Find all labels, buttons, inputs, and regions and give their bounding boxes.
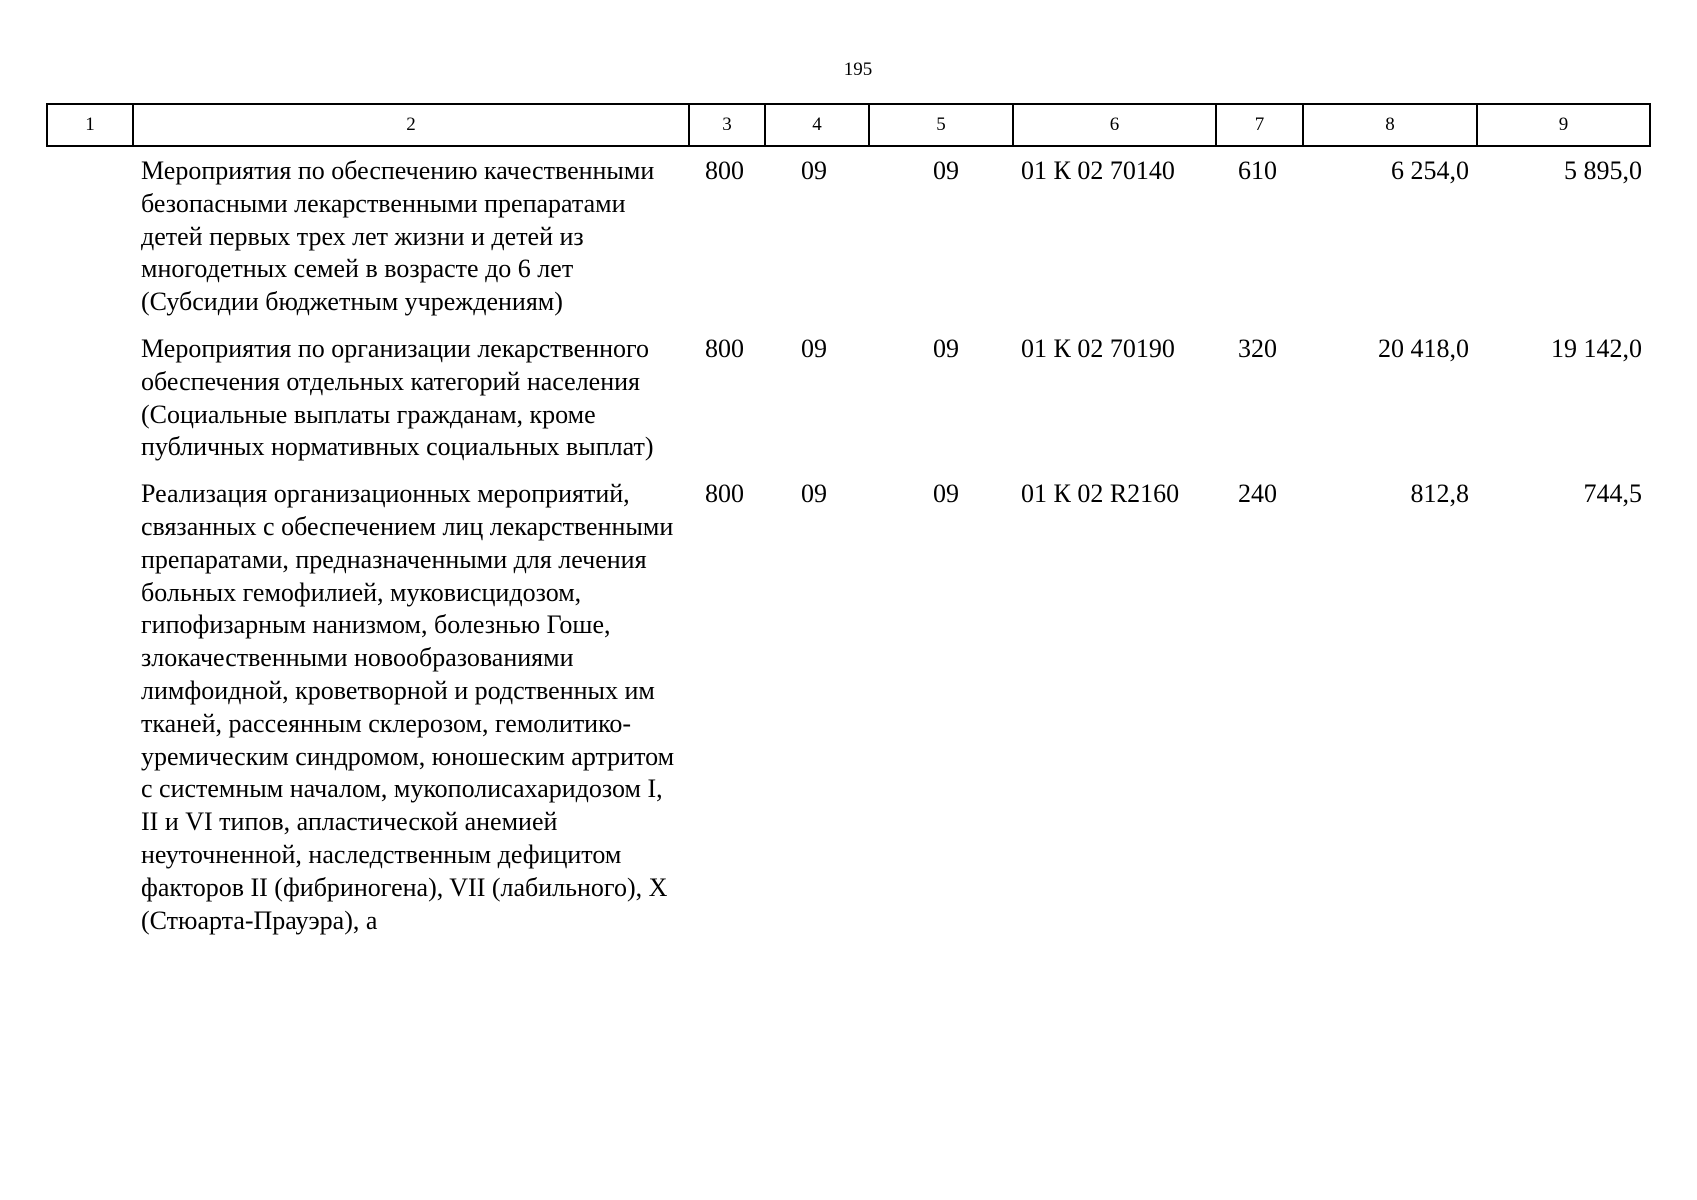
row-description: Реализация организационных мероприятий, связанных с обеспечением лиц лекарственными препаратами, предназначенными для лечения больных гемофилией, муковисцидозом, гипофизарным нанизмом, болезнью Гоше, злокачественными новообразованиями лимфоидной, кроветворной и родственных им тканей, рассеянным склерозом, гемолитико-уремическим синдромом, юношеским артритом с системным началом, мукополисахаридозом I, II и VI типов, апластической анемией неуточненной, наследственным дефицитом факторов II (фибриногена), VII (лабильного), X (Стюарта-Прауэра), а [141,479,675,935]
column-header-7: 7 [1216,104,1303,146]
row-col6: 01 К 02 70190 [1021,333,1175,363]
row-col9: 19 142,0 [1551,333,1642,363]
row-col6: 01 К 02 R2160 [1021,479,1180,509]
row-col8: 812,8 [1410,479,1469,509]
row-col3: 800 [705,479,744,509]
page-number: 195 [843,59,873,80]
row-col8: 6 254,0 [1391,156,1469,185]
row-col1 [47,146,133,325]
row-col5: 09 [933,333,959,363]
row-col9: 5 895,0 [1564,156,1642,185]
table-row [47,325,1650,470]
table-row [47,470,1650,937]
column-header-5: 5 [869,104,1013,146]
column-header-4: 4 [765,104,869,146]
column-header-6: 6 [1013,104,1216,146]
row-description: Мероприятия по организации лекарственного обеспечения отдельных категорий населения (Социальные выплаты гражданам, кроме публичных нормативных социальных выплат) [141,333,654,462]
row-col1 [47,325,133,470]
column-header-3: 3 [689,104,765,146]
row-col7: 320 [1238,333,1277,363]
row-col3: 800 [705,333,744,363]
row-col6: 01 К 02 70140 [1021,156,1175,185]
row-col5: 09 [933,156,959,185]
column-header-9: 9 [1477,104,1650,146]
table-row [47,146,1650,325]
row-col8: 20 418,0 [1378,333,1469,363]
row-col1 [47,470,133,937]
column-header-1: 1 [47,104,133,146]
row-col7: 240 [1238,479,1277,509]
column-header-2: 2 [133,104,689,146]
budget-table [46,103,1651,937]
column-header-8: 8 [1303,104,1477,146]
row-description: Мероприятия по обеспечению качественными безопасными лекарственными препаратами детей первых трех лет жизни и детей из многодетных семей в возрасте до 6 лет (Субсидии бюджетным учреждениям) [141,156,655,317]
column-number-header-row [47,104,1650,146]
row-col4: 09 [801,479,827,509]
row-col5: 09 [933,479,959,509]
row-col9: 744,5 [1583,479,1642,509]
row-col3: 800 [705,156,744,185]
row-col4: 09 [801,156,827,185]
row-col4: 09 [801,333,827,363]
row-col7: 610 [1238,156,1277,185]
